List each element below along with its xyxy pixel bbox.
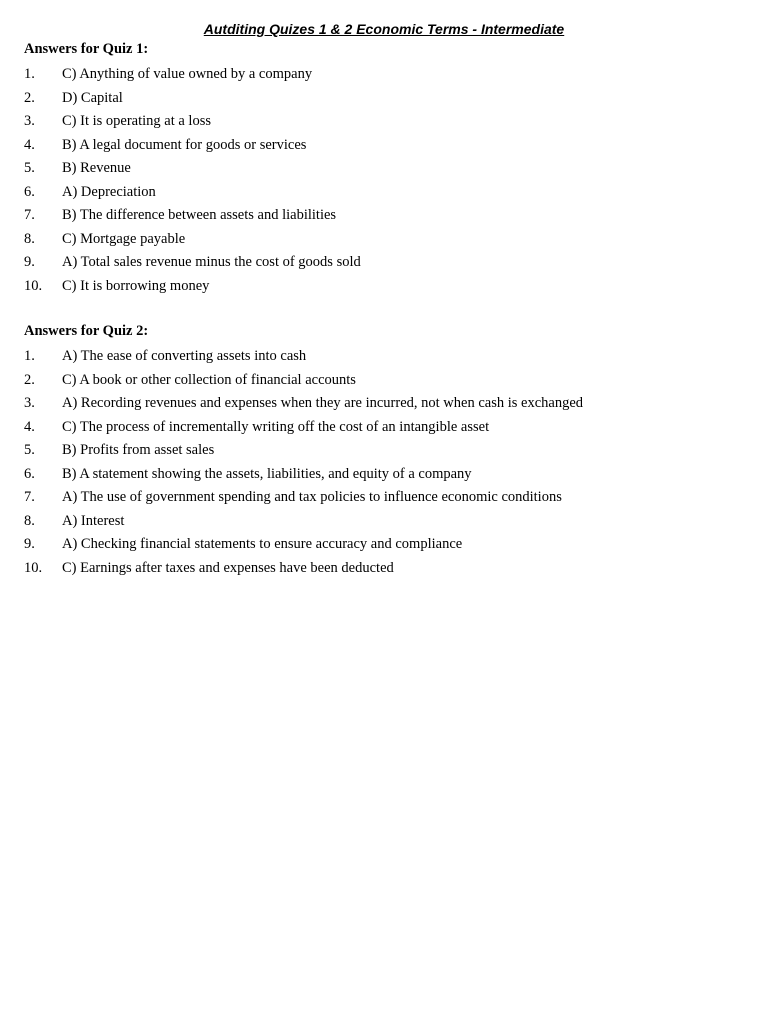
answer-text: B) A legal document for goods or services [62, 136, 307, 153]
answer-text: C) Earnings after taxes and expenses have been deducted [62, 559, 394, 576]
answer-item [24, 134, 744, 158]
answer-text: C) The process of incrementally writing off the cost of an intangible asset [62, 418, 490, 435]
answer-text: C) Mortgage payable [62, 230, 186, 247]
answer-number: 3. [24, 395, 35, 411]
answer-number: 6. [24, 183, 35, 200]
answer-item [24, 416, 744, 440]
answer-item [24, 557, 744, 581]
answer-number: 5. [24, 160, 35, 176]
quiz-1-answers-section [24, 40, 744, 298]
answer-item [24, 181, 744, 205]
answer-text: A) Checking financial statements to ensure accuracy and compliance [62, 536, 463, 552]
quiz-1-answer-list [24, 63, 744, 298]
answer-text: B) A statement showing the assets, liabilities, and equity of a company [62, 465, 472, 482]
answer-item [24, 251, 744, 275]
answer-text: A) The use of government spending and tax policies to influence economic conditions [62, 489, 562, 505]
answer-number: 2. [24, 371, 35, 388]
answer-text: A) Depreciation [62, 183, 156, 200]
answer-item [24, 345, 744, 369]
answer-text: C) A book or other collection of financial accounts [62, 371, 356, 388]
answer-number: 4. [24, 418, 35, 435]
answer-number: 2. [24, 89, 35, 106]
answer-number: 3. [24, 113, 35, 129]
answer-item [24, 369, 744, 393]
answer-number: 10. [24, 277, 43, 294]
answer-text: D) Capital [62, 89, 123, 106]
answer-number: 9. [24, 254, 35, 270]
answer-text: A) Interest [62, 512, 125, 529]
answer-text: C) It is operating at a loss [62, 113, 212, 129]
answer-text: C) It is borrowing money [62, 277, 210, 294]
answer-item [24, 510, 744, 534]
answer-number: 6. [24, 465, 35, 482]
answer-item [24, 275, 744, 299]
quiz-2-heading: Answers for Quiz 2: [24, 323, 149, 339]
answer-text: B) Profits from asset sales [62, 442, 215, 458]
answer-item [24, 63, 744, 87]
answer-number: 4. [24, 136, 35, 153]
answer-number: 7. [24, 489, 35, 505]
answer-number: 10. [24, 559, 43, 576]
answer-number: 1. [24, 66, 35, 82]
answer-text: A) Recording revenues and expenses when they are incurred, not when cash is exchanged [62, 395, 584, 411]
answer-item [24, 157, 744, 181]
answer-item [24, 110, 744, 134]
quiz-2-answer-list [24, 345, 744, 580]
answer-item [24, 204, 744, 228]
answer-number: 8. [24, 512, 35, 529]
quiz-2-answers-section [24, 322, 744, 580]
answer-text: B) The difference between assets and liabilities [62, 207, 337, 223]
answer-item [24, 392, 744, 416]
document-title: Autditing Quizes 1 & 2 Economic Terms - Intermediate [203, 21, 565, 37]
answer-item [24, 463, 744, 487]
answer-text: B) Revenue [62, 160, 131, 176]
answer-item [24, 533, 744, 557]
answer-number: 1. [24, 348, 35, 364]
answer-number: 8. [24, 230, 35, 247]
answer-item [24, 228, 744, 252]
answer-text: A) The ease of converting assets into cash [62, 348, 307, 364]
quiz-1-heading: Answers for Quiz 1: [24, 41, 149, 57]
answer-item [24, 87, 744, 111]
answer-text: C) Anything of value owned by a company [62, 66, 313, 82]
answer-number: 9. [24, 536, 35, 552]
answer-text: A) Total sales revenue minus the cost of goods sold [62, 254, 361, 270]
answer-number: 5. [24, 442, 35, 458]
answer-item [24, 486, 744, 510]
answer-number: 7. [24, 207, 35, 223]
answer-item [24, 439, 744, 463]
